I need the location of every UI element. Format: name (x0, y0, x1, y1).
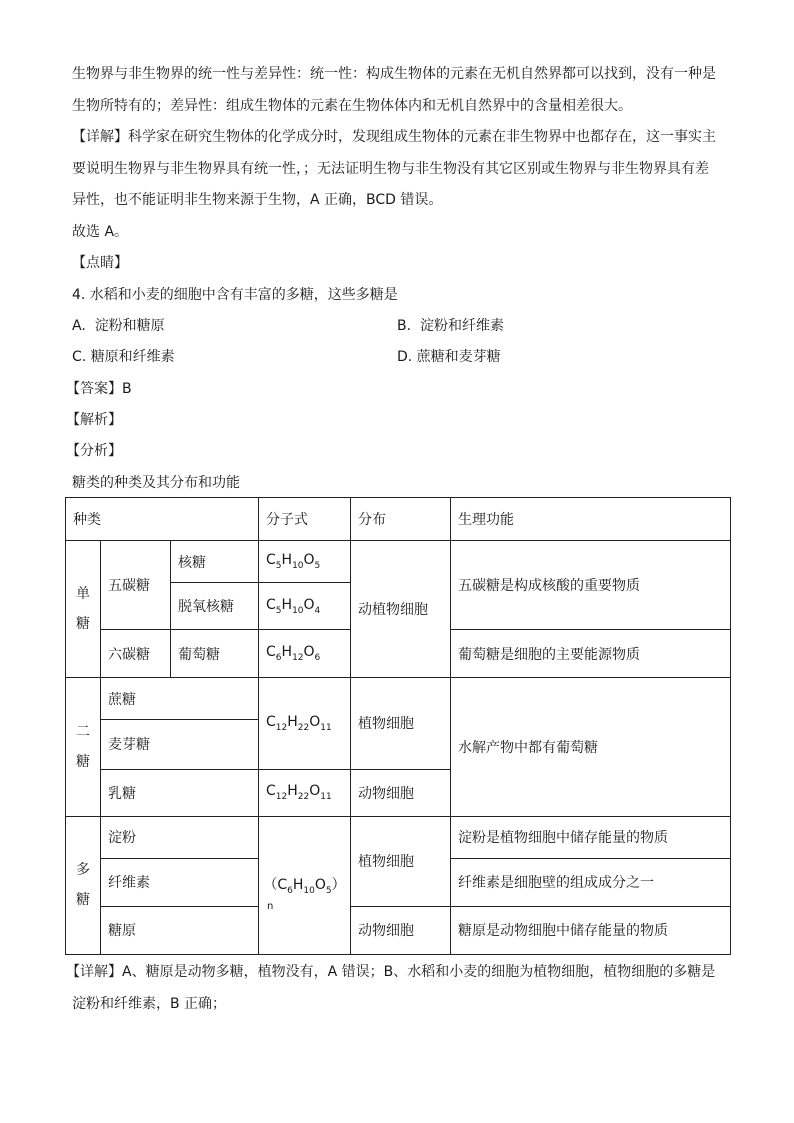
glycogen-cell: 糖原 (101, 906, 259, 954)
header-formula: 分子式 (259, 498, 351, 541)
lactose-formula: $C_{12}H_{22}O_{11}$ (259, 769, 351, 816)
deoxyribose-formula: $C_5H_{10}O_4$ (259, 583, 351, 630)
polysaccharide-formula: $(C_6H_{10}O_5)$ n (259, 816, 351, 954)
header-kind: 种类 (66, 498, 259, 541)
answer-line: 【答案】B (66, 381, 132, 397)
header-function: 生理功能 (451, 498, 731, 541)
starch-cell: 淀粉 (101, 816, 259, 858)
lactose-cell: 乳糖 (101, 769, 259, 816)
option-b: B. 淀粉和纤维素 (397, 318, 504, 334)
detail2-line-1: 【详解】A、糖原是动物多糖，植物没有，A 错误；B、水稻和小麦的细胞为植物细胞，植物细胞的多糖是 (66, 964, 716, 980)
ribose-cell: 核糖 (171, 541, 259, 583)
di-plant-distribution: 植物细胞 (351, 678, 451, 769)
hexose-cell: 六碳糖 (101, 630, 171, 678)
detail-line-1: 科学家在研究生物体的化学成分时，发现组成生物体的元素在非生物界中也都存在，这一事实主 (128, 129, 716, 145)
di-group-label: 二 糖 (66, 678, 101, 816)
mono-group-label: 单 糖 (66, 541, 101, 678)
detail2-line-2: 淀粉和纤维素，B 正确； (72, 996, 227, 1012)
glucose-cell: 葡萄糖 (171, 630, 259, 678)
detail-tag: 【详解】 (72, 129, 128, 145)
jiexi-heading: 【解析】 (66, 412, 122, 428)
choose-answer: 故选 A。 (72, 224, 129, 240)
cellulose-function: 纤维素是细胞壁的组成成分之一 (451, 858, 731, 906)
sucrose-cell: 蔗糖 (101, 678, 259, 720)
cellulose-cell: 纤维素 (101, 858, 259, 906)
option-c: C. 糖原和纤维素 (72, 349, 175, 365)
pentose-function: 五碳糖是构成核酸的重要物质 (451, 541, 731, 630)
header-distribution: 分布 (351, 498, 451, 541)
question-stem: 4. 水稻和小麦的细胞中含有丰富的多糖，这些多糖是 (72, 287, 398, 303)
sugar-table (65, 497, 731, 955)
detail-line-2: 要说明生物界与非生物界具有统一性，；无法证明生物与非生物没有其它区别或生物界与非生物界具有差 (72, 161, 709, 177)
polymer-n: n (267, 900, 274, 912)
fenxi-heading: 【分析】 (66, 443, 122, 459)
glycogen-distribution: 动物细胞 (351, 906, 451, 954)
option-d: D. 蔗糖和麦芽糖 (397, 349, 501, 365)
dianjing-heading: 【点睛】 (72, 255, 128, 271)
table-caption: 糖类的种类及其分布和功能 (72, 475, 240, 491)
maltose-cell: 麦芽糖 (101, 720, 259, 769)
starch-function: 淀粉是植物细胞中储存能量的物质 (451, 816, 731, 858)
detail-line-3: 异性，也不能证明非生物来源于生物，A 正确，BCD 错误。 (72, 192, 443, 208)
glycogen-function: 糖原是动物细胞中储存能量的物质 (451, 906, 731, 954)
plant-disaccharide-formula: $C_{12}H_{22}O_{11}$ (259, 678, 351, 769)
disaccharide-function: 水解产物中都有葡萄糖 (451, 678, 731, 816)
detail-paragraph-1 (72, 127, 716, 147)
intro-line-1: 生物界与非生物界的统一性与差异性：统一性：构成生物体的元素在无机自然界都可以找到，没有一种是 (72, 66, 716, 82)
lactose-distribution: 动物细胞 (351, 769, 451, 816)
deoxyribose-cell: 脱氧核糖 (171, 583, 259, 630)
intro-line-2: 生物所特有的；差异性：组成生物体的元素在生物体体内和无机自然界中的含量相差很大。 (72, 98, 632, 114)
pentose-cell: 五碳糖 (101, 541, 171, 630)
mono-distribution: 动植物细胞 (351, 541, 451, 678)
glucose-function: 葡萄糖是细胞的主要能源物质 (451, 630, 731, 678)
option-a: A. 淀粉和糖原 (72, 318, 165, 334)
ribose-formula: $C_5H_{10}O_5$ (259, 541, 351, 583)
glucose-formula: $C_6H_{12}O_6$ (259, 630, 351, 678)
poly-plant-distribution: 植物细胞 (351, 816, 451, 906)
poly-group-label: 多 糖 (66, 816, 101, 954)
